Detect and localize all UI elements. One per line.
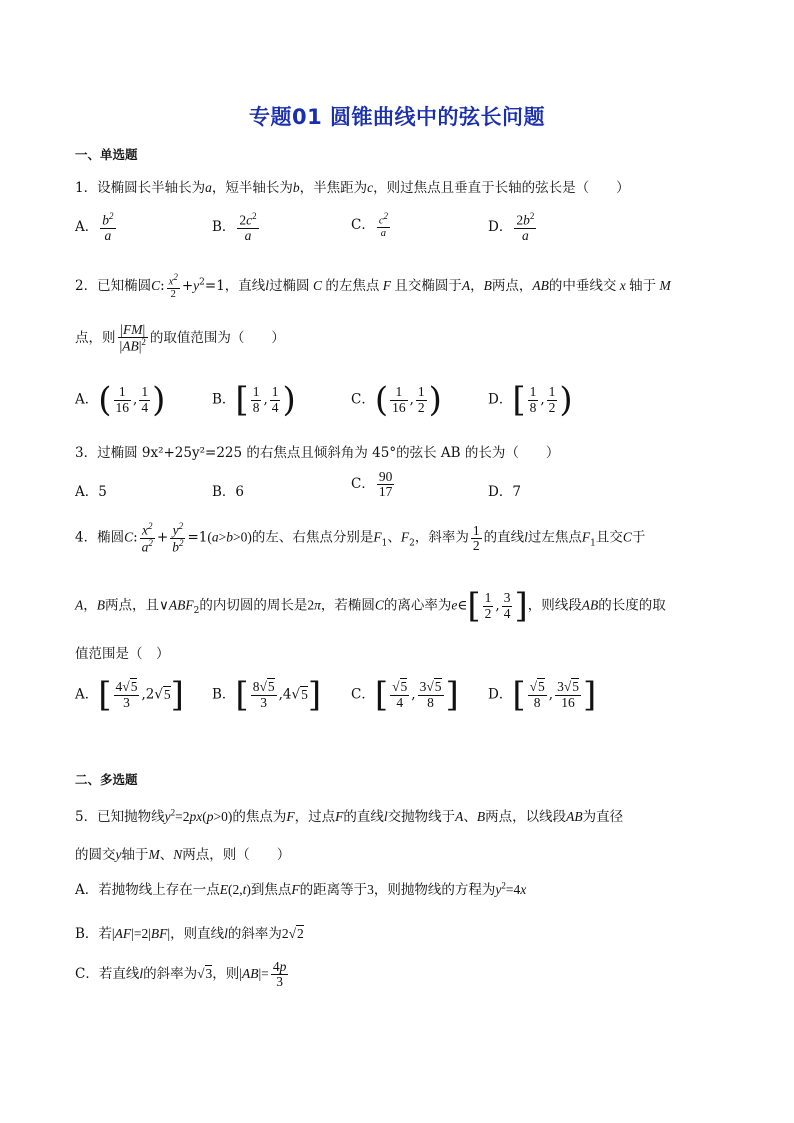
- q1-option-b: B． $\frac{2c^2}{a}$: [212, 211, 257, 243]
- q2-option-d: D．[ $\frac{1}{8}$ , $\frac{1}{2}$ ): [488, 380, 573, 420]
- q3-option-b: B．6: [212, 484, 245, 500]
- q2-option-c: C．( $\frac{1}{16}$ , $\frac{1}{2}$ ): [351, 380, 442, 420]
- section-heading-multiple-choice: 二、多选题: [75, 772, 138, 787]
- question-3: 3．过椭圆 9x²+25y²=225 的右焦点且倾斜角为 45°的弦长 AB 的长为（ ）: [75, 445, 560, 461]
- q4-option-d: D．[ $\frac{√5}{8}$ , $\frac{3√5}{16}$ ]: [488, 675, 597, 715]
- q1-option-a: A． $\frac{b^2}{a}$: [75, 211, 114, 243]
- q3-option-d: D．7: [488, 484, 521, 500]
- question-4-line-3: 值范围是（ ）: [75, 646, 170, 662]
- q5-option-c: C．若直线l的斜率为√3，则|AB|= $\frac{4p}{3}$: [75, 959, 287, 990]
- q3-option-a: A．5: [75, 484, 107, 500]
- question-2-line-1: 2．已知椭圆C: $\frac{x^2}{2}$ $+y^2=1$，直线l过椭圆 C 的左焦点 F 且交椭圆于A，B两点，AB的中垂线交 x 轴于 M: [75, 272, 671, 300]
- q2-option-b: B．[ $\frac{1}{8}$ , $\frac{1}{4}$ ): [212, 380, 296, 420]
- question-4-line-1: 4．椭圆C: $\frac{x^2}{a^2}$ + $\frac{y^2}{b^2}$ =1(a>b>0)的左、右焦点分别是$F_1$、$F_2$，斜率为 $\frac{1}{2}$ 的直线l过左焦点$F_1$且交C于: [75, 521, 646, 555]
- q4-option-c: C．[ $\frac{√5}{4}$ , $\frac{3√5}{8}$ ]: [351, 675, 459, 715]
- q4-option-b: B．[ $\frac{8√5}{3}$ ,4√5]: [212, 675, 322, 715]
- question-1: 1．设椭圆长半轴长为a，短半轴长为b，半焦距为c，则过焦点且垂直于长轴的弦长是（ ）: [75, 180, 630, 196]
- q3-option-c: C． $\frac{90}{17}$: [351, 469, 393, 500]
- q2-option-a: A．( $\frac{1}{16}$ , $\frac{1}{4}$ ): [75, 380, 166, 420]
- q1-option-c: C． $\frac{c^2}{a}$: [351, 211, 389, 239]
- question-5-line-2: 的圆交y轴于M、N两点，则（ ）: [75, 847, 291, 863]
- q1-option-d: D． $\frac{2b^2}{a}$: [488, 211, 535, 243]
- question-4-line-2: A，B两点，且$\vee ABF_2$的内切圆的周长是2π，若椭圆C的离心率为e∈[ $\frac{1}{2}$ , $\frac{3}{4}$ ]，则线段AB的长度的取: [75, 586, 666, 626]
- section-heading-single-choice: 一、单选题: [75, 147, 138, 162]
- question-5-line-1: 5．已知抛物线$y^2=2px(p>0)$的焦点为F，过点F的直线l交抛物线于A、B两点，以线段AB为直径: [75, 807, 624, 825]
- page-title: 专题01 圆锥曲线中的弦长问题: [248, 105, 546, 129]
- q5-option-a: A．若抛物线上存在一点E(2,t)到焦点F的距离等于3，则抛物线的方程为$y^2=4x$: [75, 880, 527, 898]
- question-2-line-2: 点，则 $\frac{|FM|}{|AB|^2}$ 的取值范围为（ ）: [75, 322, 285, 354]
- q4-option-a: A．[ $\frac{4√5}{3}$ ,2√5]: [75, 675, 184, 715]
- q5-option-b: B．若|AF|=2|BF|，则直线l的斜率为2√2: [75, 926, 304, 942]
